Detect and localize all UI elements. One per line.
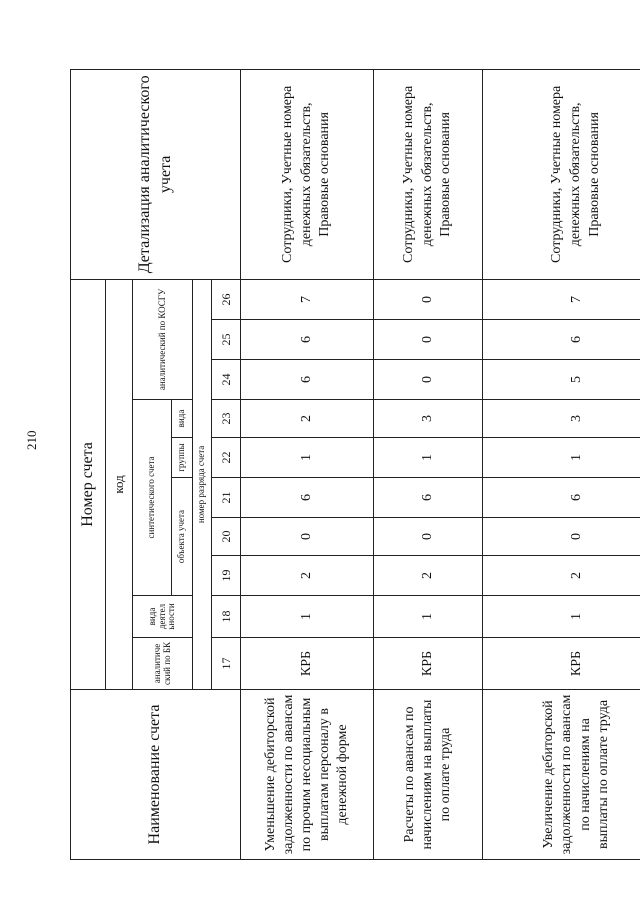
digit-cell: 6 [374,478,483,518]
digit-cell: 0 [374,518,483,556]
digit-cell: 6 [483,320,640,360]
digit-cell: 7 [241,279,374,319]
header-analytic-bk: аналитиче ский по БК [133,638,193,690]
digit-cell: 0 [483,518,640,556]
page-number: 210 [24,430,39,450]
table-row [374,69,483,859]
detail-cell: Сотрудники, Учетные номера денежных обязательств, Правовые основания [241,69,374,279]
account-name-cell: Расчеты по авансам по начислениям на выплаты по оплате труда [374,690,483,860]
digit-cell: 1 [483,438,640,478]
digit-cell: 2 [483,556,640,596]
digit-number-cell: 25 [212,320,241,360]
digit-cell: 1 [374,438,483,478]
header-code: код [106,279,133,689]
header-activity-type: вида деятел ьности [133,596,193,638]
header-account-name: Наименование счета [71,690,241,860]
header-detail: Детализация аналитического учета [71,69,241,279]
digit-cell: 5 [483,360,640,400]
accounts-table [70,69,640,860]
digit-number-cell: 20 [212,518,241,556]
digit-cell: 6 [483,478,640,518]
digit-cell: 3 [483,400,640,438]
digit-number-cell: 19 [212,556,241,596]
digit-cell: 1 [241,438,374,478]
digit-cell: 1 [483,596,640,638]
table-row [483,69,640,859]
digit-cell: 6 [241,478,374,518]
header-object: объекта учета [172,478,193,596]
digit-cell: 3 [374,400,483,438]
digit-cell: 0 [374,320,483,360]
header-group: группы [172,438,193,478]
digit-cell: 0 [374,279,483,319]
header-analytic-kosgu: аналитический по КОСГУ [133,279,193,399]
code-cell: КРБ [374,638,483,690]
account-name-cell: Увеличение дебиторской задолженности по авансам по начислениям на выплаты по оплате труда [483,690,640,860]
code-cell: КРБ [483,638,640,690]
digit-cell: 6 [241,360,374,400]
digit-cell: 2 [241,400,374,438]
digit-cell: 6 [241,320,374,360]
digit-cell: 2 [374,556,483,596]
header-digit-number: номер разряда счета [193,279,212,689]
rotated-table-wrapper [70,70,633,860]
digit-cell: 2 [241,556,374,596]
digit-number-cell: 21 [212,478,241,518]
digit-number-cell: 24 [212,360,241,400]
table-row [241,69,374,859]
detail-cell: Сотрудники, Учетные номера денежных обязательств, Правовые основания [483,69,640,279]
digit-number-cell: 26 [212,279,241,319]
digit-number-cell: 22 [212,438,241,478]
digit-number-cell: 18 [212,596,241,638]
account-name-cell: Уменьшение дебиторской задолженности по авансам по прочим несоциальным выплатам персоналу в денежной форме [241,690,374,860]
digit-cell: 1 [374,596,483,638]
header-row-1 [71,69,106,859]
digit-cell: 0 [241,518,374,556]
header-account-number: Номер счета [71,279,106,689]
header-kind: вида [172,400,193,438]
digit-cell: 7 [483,279,640,319]
digit-cell: 0 [374,360,483,400]
code-cell: КРБ [241,638,374,690]
header-synthetic: синтетического счета [133,400,172,596]
digit-cell: 1 [241,596,374,638]
digit-number-cell: 17 [212,638,241,690]
digit-number-cell: 23 [212,400,241,438]
detail-cell: Сотрудники, Учетные номера денежных обязательств, Правовые основания [374,69,483,279]
